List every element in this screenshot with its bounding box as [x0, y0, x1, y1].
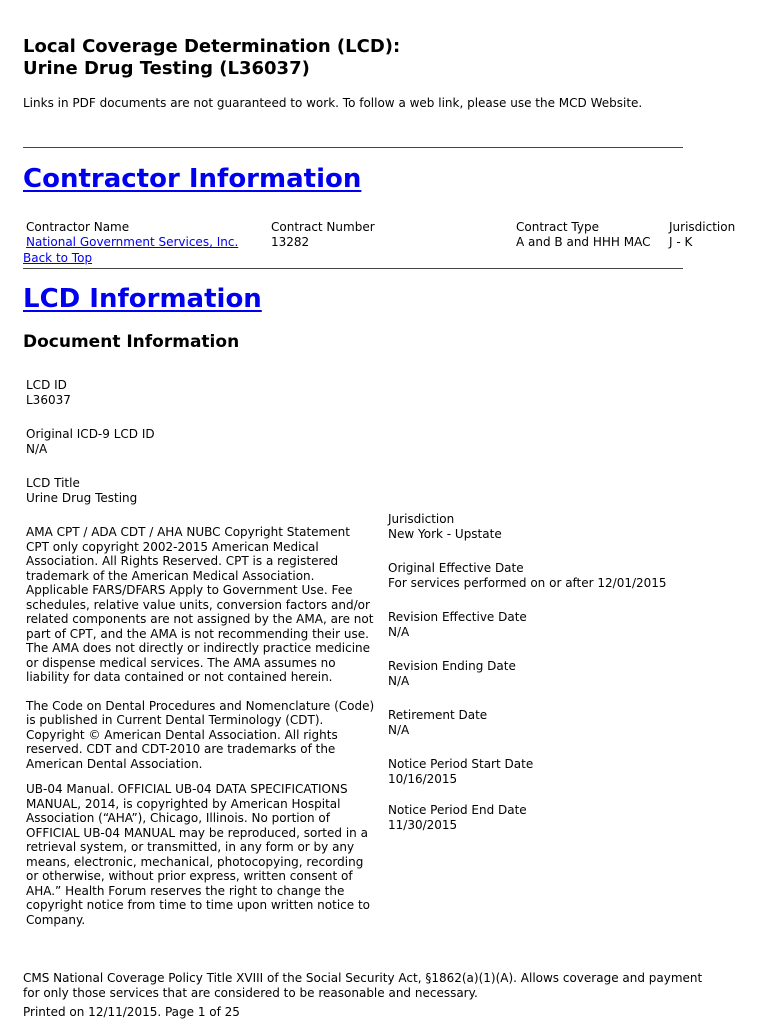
lcd-title-field — [26, 476, 378, 505]
field-label: Revision Effective Date — [388, 610, 527, 624]
field-label: Notice Period Start Date — [388, 757, 534, 771]
notice-period-start-date-field — [388, 757, 748, 786]
field-value: L36037 — [26, 392, 71, 407]
copyright-label: AMA CPT / ADA CDT / AHA NUBC Copyright Statement — [26, 525, 350, 539]
copyright-statement — [26, 525, 378, 927]
field-value: 10/16/2015 — [388, 771, 458, 786]
pdf-links-note: Links in PDF documents are not guaranteed to work. To follow a web link, please use the MCD Website. — [23, 96, 643, 110]
field-label: Original ICD-9 LCD ID — [26, 427, 155, 441]
retirement-date-field — [388, 708, 748, 737]
field-value: N/A — [388, 673, 410, 688]
jurisdiction-value: J - K — [669, 235, 693, 249]
field-value: New York - Upstate — [388, 526, 502, 541]
field-value: For services performed on or after 12/01/2015 — [388, 575, 667, 590]
aha-copyright-text: UB-04 Manual. OFFICIAL UB-04 DATA SPECIFICATIONS MANUAL, 2014, is copyrighted by American Hospital Association (“AHA”), Chicago, Illinois. No portion of OFFICIAL UB-04 MANUAL may be reproduced, sorted in a retrieval system, or transmitted, in any form or by any means, electronic, mechanical, photocopying, recording or otherwise, without prior express, written consent of AHA.” Health Forum reserves the right to change the copyright notice from time to time upon written notice to Company. — [26, 782, 371, 927]
contract-type-value: A and B and HHH MAC — [516, 235, 651, 249]
back-to-top-link[interactable]: Back to Top — [23, 251, 93, 265]
divider — [23, 268, 683, 269]
field-label: LCD Title — [26, 476, 80, 490]
document-title — [23, 36, 400, 80]
field-label: Jurisdiction — [388, 512, 455, 526]
revision-ending-date-field — [388, 659, 748, 688]
field-value: N/A — [388, 722, 410, 737]
print-footer: Printed on 12/11/2015. Page 1 of 25 — [23, 1005, 240, 1019]
field-label: LCD ID — [26, 378, 67, 392]
contractor-name-header: Contractor Name — [26, 220, 130, 234]
contract-type-header: Contract Type — [516, 220, 599, 234]
lcd-information-heading[interactable]: LCD Information — [23, 284, 262, 314]
field-value: N/A — [388, 624, 410, 639]
divider — [23, 147, 683, 148]
field-value: N/A — [26, 441, 48, 456]
cms-national-coverage-policy: CMS National Coverage Policy Title XVIII of the Social Security Act, §1862(a)(1)(A). Allows coverage and payment for only those services that are considered to be reasonable and necessary. — [23, 971, 703, 1000]
contract-number-header: Contract Number — [271, 220, 375, 234]
notice-period-end-date-field — [388, 803, 748, 832]
field-label: Retirement Date — [388, 708, 488, 722]
original-effective-date-field — [388, 561, 748, 590]
contractor-name-link[interactable]: National Government Services, Inc. — [26, 235, 239, 249]
document-information-heading: Document Information — [23, 332, 240, 352]
jurisdiction-header: Jurisdiction — [669, 220, 736, 234]
original-icd9-lcd-id-field — [26, 427, 378, 456]
field-label: Original Effective Date — [388, 561, 524, 575]
document-title-line-1: Local Coverage Determination (LCD): — [23, 36, 401, 57]
field-value: Urine Drug Testing — [26, 490, 138, 505]
contract-number-value: 13282 — [271, 235, 310, 249]
field-label: Revision Ending Date — [388, 659, 516, 673]
lcd-id-field — [26, 378, 378, 407]
revision-effective-date-field — [388, 610, 748, 639]
jurisdiction-field — [388, 512, 748, 541]
ama-copyright-text: CPT only copyright 2002-2015 American Medical Association. All Rights Reserved. CPT is a registered trademark of the American Medical Association. Applicable FARS/DFARS Apply to Government Use. Fee schedules, relative value units, conversion factors and/or related components are not assigned by the AMA, are not part of CPT, and the AMA is not recommending their use. The AMA does not directly or indirectly practice medicine or dispense medical services. The AMA assumes no liability for data contained or not contained herein. — [26, 539, 374, 684]
ada-copyright-text: The Code on Dental Procedures and Nomenclature (Code) is published in Current Dental Terminology (CDT). Copyright © American Dental Association. All rights reserved. CDT and CDT-2010 are trademarks of the American Dental Association. — [26, 698, 375, 771]
document-title-line-2: Urine Drug Testing (L36037) — [23, 58, 310, 79]
field-label: Notice Period End Date — [388, 803, 527, 817]
field-value: 11/30/2015 — [388, 817, 458, 832]
contractor-information-heading[interactable]: Contractor Information — [23, 164, 362, 194]
